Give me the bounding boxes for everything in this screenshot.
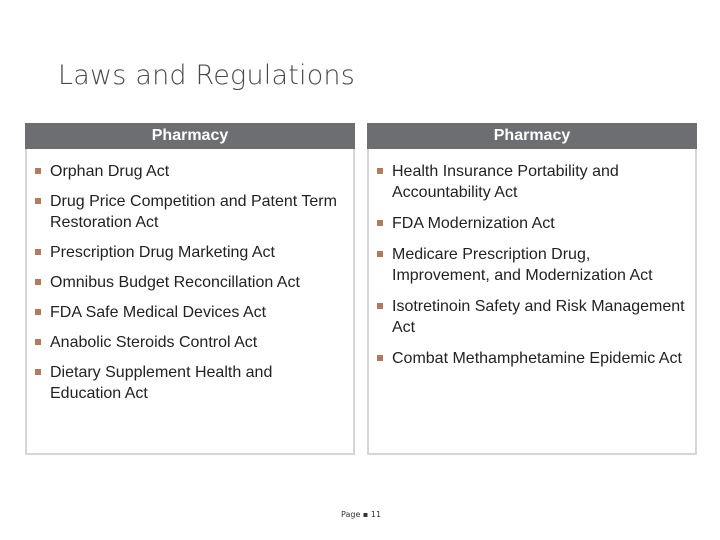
list-item-text: Isotretinoin Safety and Risk Management Act <box>392 298 685 336</box>
square-bullet-icon <box>377 303 383 309</box>
list-item <box>35 332 345 353</box>
list-item-text: Omnibus Budget Reconcillation Act <box>50 274 300 291</box>
list-item-text: Medicare Prescription Drug, Improvement, and Modernization Act <box>392 246 653 284</box>
list-item-text: Combat Methamphetamine Epidemic Act <box>392 350 682 367</box>
right-bullet-list <box>369 149 695 369</box>
square-bullet-icon <box>377 168 383 174</box>
page-number-footer: Page ▪ 11 <box>341 510 382 519</box>
square-bullet-icon <box>35 339 41 345</box>
square-bullet-icon <box>377 355 383 361</box>
list-item <box>35 242 345 263</box>
list-item <box>377 161 687 203</box>
list-item <box>377 348 687 369</box>
list-item <box>377 296 687 338</box>
left-bullet-list <box>27 149 353 404</box>
list-item <box>377 213 687 234</box>
square-bullet-icon <box>35 249 41 255</box>
list-item-text: Anabolic Steroids Control Act <box>50 334 258 351</box>
list-item-text: Drug Price Competition and Patent Term Restoration Act <box>50 193 337 231</box>
list-item <box>35 362 345 404</box>
list-item <box>377 244 687 286</box>
list-item-text: FDA Safe Medical Devices Act <box>50 304 267 321</box>
square-bullet-icon <box>35 369 41 375</box>
list-item <box>35 302 345 323</box>
square-bullet-icon <box>377 251 383 257</box>
list-item-text: Health Insurance Portability and Accountability Act <box>392 163 619 201</box>
square-bullet-icon <box>377 220 383 226</box>
square-bullet-icon <box>35 309 41 315</box>
list-item-text: Orphan Drug Act <box>50 163 170 180</box>
list-item <box>35 191 345 233</box>
list-item <box>35 272 345 293</box>
right-panel <box>367 123 697 455</box>
list-item-text: Prescription Drug Marketing Act <box>50 244 275 261</box>
square-bullet-icon <box>35 168 41 174</box>
square-bullet-icon <box>35 279 41 285</box>
slide-title: Laws and Regulations <box>58 60 356 91</box>
list-item <box>35 161 345 182</box>
list-item-text: FDA Modernization Act <box>392 215 555 232</box>
right-panel-header: Pharmacy <box>367 123 697 149</box>
square-bullet-icon <box>35 198 41 204</box>
left-panel <box>25 123 355 455</box>
list-item-text: Dietary Supplement Health and Education Act <box>50 364 273 402</box>
left-panel-header: Pharmacy <box>25 123 355 149</box>
